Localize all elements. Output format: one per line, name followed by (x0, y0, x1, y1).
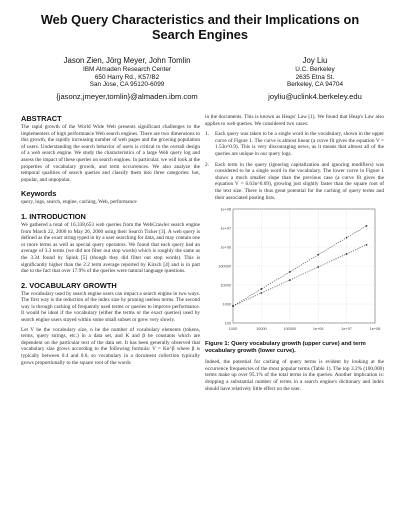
list-item-text: Each query was taken to be a single word in the vocabulary, shown in the upper curve of Figure 1. The curve is almost linear (a curve fit gives the equation V = 1.53n^0.9). This is very discouraging news, as it means that almost all of the queries are unique in our query logs. (215, 131, 384, 157)
y-tick-label: 1e+07 (220, 226, 231, 231)
keywords-text: query, logs, search, engine, caching, Web, performance (21, 199, 137, 206)
author-address: 650 Harry Rd., K57/B2 (94, 73, 160, 81)
x-tick-label: 10000 (256, 327, 267, 332)
keywords-heading: Keywords (21, 189, 57, 199)
data-point (366, 225, 368, 227)
list-item-text: Each term in the query (ignoring capitalization and ignoring modifiers) was considered to be a single word in the vocabulary. The lower curve in Figure 1 shows a much smaller slope than the previous case (a curve fit gives the equation V = 6.63n^0.69), growing just slightly faster than the square root of the text size. There is thus great potential for the caching of query terms and their associated posting lists. (215, 161, 384, 201)
author-city: Berkeley, CA 94704 (286, 81, 343, 89)
paper-title: Web Query Characteristics and their Implications on Search Engines (40, 12, 360, 42)
author-email: {jasonz,jmeyer,tomlin}@almaden.ibm.com (56, 91, 198, 101)
x-tick-label: 1e+07 (341, 327, 352, 332)
vocabulary-growth-text: The vocabulary used by search engine users can impact a search engine in two ways. The first way is the reduction of the index size by pruning useless terms. The second way is through caching of frequently used terms or queries to improve performance. It would be ideal if the vocabulary (either the terms or the exact queries) used by search engine users stayed within some small subset or grew very slowly. (21, 290, 200, 324)
right-column (205, 114, 384, 392)
vocabulary-growth-text-2: Let V be the vocabulary size, n be the number of vocabulary elements (tokens, terms, query strings, etc.) in a data set, and K and β be constants which are dependent on the particular text of the data set. It has been generally observed that vocabulary size grows according to the following formula: V = Kn^β where β is typically between 0.4 and 0.6, so vocabulary in a document collection typically grows proportionally to the square root of the words (21, 326, 200, 366)
y-tick-label: 100 (224, 321, 231, 326)
author-names: Joy Liu (302, 56, 328, 65)
author-block-1 (42, 56, 212, 101)
author-address: 2635 Etna St. (295, 73, 335, 81)
author-city: San Jose, CA 95120-6099 (89, 81, 165, 89)
y-tick-label: 1e+06 (220, 245, 231, 250)
section-vocabulary-growth-heading: 2. VOCABULARY GROWTH (21, 280, 117, 290)
y-tick-label: 10000 (220, 283, 231, 288)
y-tick-label: 100000 (218, 264, 231, 269)
abstract-text: The rapid growth of the World Wide Web presents significant challenges to the implementers of high performance Web search engines. There are two dimensions to this growth, the rapidly increasing number of web pages and the growing population of users. Understanding the search behavior of users is critical to the overall design of a web search engine. We study the characteristics of a large Web query log and assess the impact of these queries on search engines. In particular, we will look at the properties of vocabulary growth, and term occurrences. We also analyze the temporal qualities of search queries and classify them into three categories: hot, popular, and unpopular. (21, 124, 200, 183)
figure-1 (211, 205, 381, 337)
x-tick-label: 1000 (228, 327, 238, 332)
left-column (21, 114, 200, 366)
list-item (205, 131, 384, 157)
section-introduction-heading: 1. INTRODUCTION (21, 211, 86, 221)
list-item (205, 162, 384, 202)
data-point (232, 305, 234, 307)
heaps-law-text: in the documents. This is known as Heaps' Law [1]. We found that Heap's Law also applies to web queries. We considered two cases: (205, 114, 384, 127)
author-affiliation: U.C. Berkeley (295, 66, 335, 73)
caching-text: Indeed, the potential for caching of query terms is evident by looking at the occurrence frequencies of the most popular terms (Table 1). The top 3.2% (100,000) terms make up over 95.1% of the total terms in the queries. Another implication is: dropping a substantial number of terms in a search engine's dictionary and index should have relatively little effect on the user. (205, 359, 384, 392)
x-tick-label: 1e+06 (312, 327, 324, 332)
figure-caption: Figure 1: Query vocabulary growth (upper curve) and term vocabulary growth (lower curve). (205, 341, 366, 355)
data-point (261, 292, 263, 294)
data-point (317, 266, 319, 268)
data-point (289, 271, 291, 273)
data-point (346, 253, 348, 255)
author-names: Jason Zien, Jörg Meyer, John Tomlin (63, 56, 191, 65)
y-tick-label: 1000 (222, 302, 231, 307)
y-tick-label: 1e+08 (220, 207, 231, 212)
data-point (366, 244, 368, 246)
author-email: joyliu@uclink4.berkeley.edu (268, 91, 362, 101)
x-tick-label: 1e+08 (369, 327, 381, 332)
vocabulary-growth-chart (211, 205, 381, 337)
list-item-number: 2. (205, 161, 209, 168)
data-point (317, 254, 319, 256)
author-block-2 (260, 56, 370, 101)
abstract-heading: ABSTRACT (21, 114, 62, 123)
data-point (289, 279, 291, 281)
data-point (346, 237, 348, 239)
x-tick-label: 100000 (283, 327, 297, 332)
author-affiliation: IBM Almaden Research Center (82, 66, 172, 73)
data-point (261, 288, 263, 290)
list-item-number: 1. (205, 131, 209, 138)
cases-list (205, 131, 384, 201)
introduction-text: We gathered a total of 16,338,653 web queries from the WebCrawler search engine from March 22, 2000 to May 26, 2000 using their Search Ticker [3]. A web query is defined as the exact string typed in by a user searching for data, and may contain one or more terms as well as special query operators. We found that each query had an average of 3.3 terms (we did not filter out stop words) which is roughly the same as the 3.34 found by Spink [5] (though they did filter out stop words). This is significantly higher than the 2.2 term average reported by Kirsch [4] and is in part due to the fact that over 17.9% of the queries were natural language questions. (21, 221, 200, 275)
